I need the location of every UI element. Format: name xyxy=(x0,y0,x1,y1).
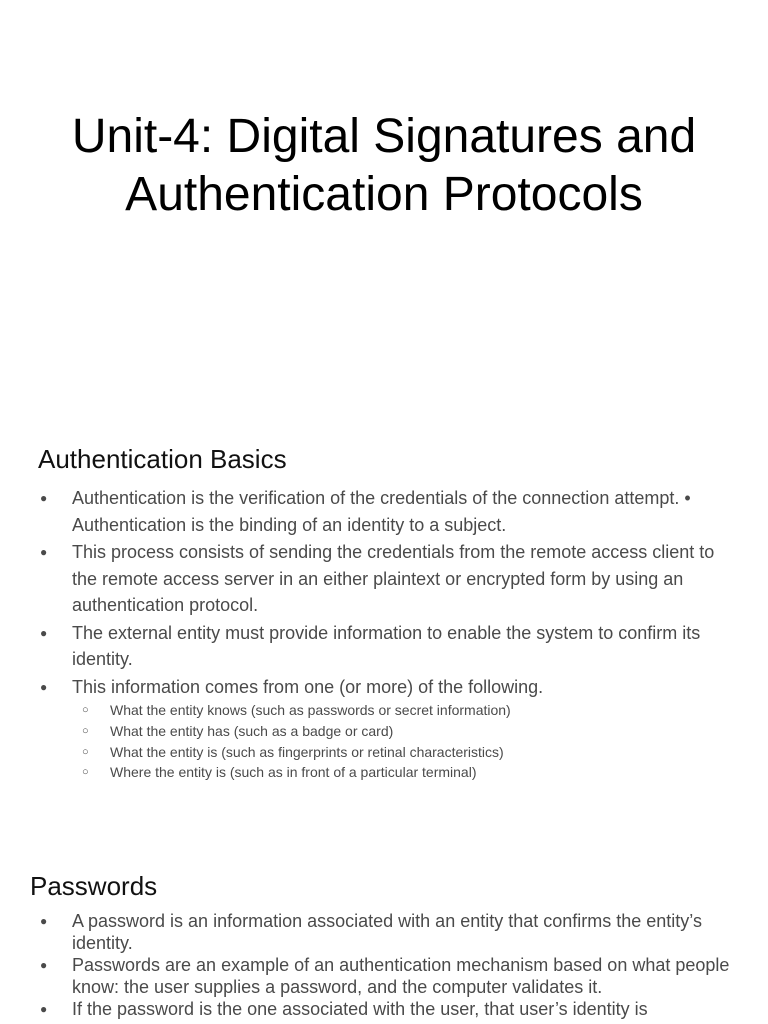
authentication-basics-list xyxy=(40,485,740,784)
sub-list-item xyxy=(72,721,740,742)
list-item xyxy=(40,485,740,538)
bullet-icon: ● xyxy=(40,625,48,640)
sub-list-item-text: Where the entity is (such as in front of a particular terminal) xyxy=(110,764,477,781)
circle-bullet-icon: ○ xyxy=(82,724,89,737)
list-item xyxy=(40,999,740,1021)
bullet-icon: ● xyxy=(40,679,48,694)
bullet-icon: ● xyxy=(40,491,48,505)
list-item xyxy=(40,911,740,954)
list-item-text: A password is an information associated with an entity that confirms the entity’s identity. xyxy=(72,911,702,953)
slide-title-line-2: Authentication Protocols xyxy=(125,168,643,221)
list-item-text: If the password is the one associated with the user, that user’s identity is xyxy=(72,999,648,1019)
bullet-icon: ● xyxy=(40,914,48,928)
list-item xyxy=(40,539,740,619)
list-item-text: Authentication is the verification of the credentials of the connection attempt. • Authentication is the binding of an identity to a subject. xyxy=(72,488,691,535)
list-item-text: The external entity must provide information to enable the system to confirm its identity. xyxy=(72,622,701,669)
circle-bullet-icon: ○ xyxy=(82,766,89,779)
sub-list-item xyxy=(72,762,740,783)
bullet-icon: ● xyxy=(40,958,48,972)
sub-list-item-text: What the entity is (such as fingerprints or retinal characteristics) xyxy=(110,743,504,760)
section-heading-authentication-basics: Authentication Basics xyxy=(38,444,287,474)
sub-list-item xyxy=(72,700,740,721)
sub-list xyxy=(72,700,740,783)
slide-title xyxy=(0,108,768,224)
bullet-icon: ● xyxy=(40,545,48,559)
list-item-text: Passwords are an example of an authentication mechanism based on what people know: the user supplies a password, and the computer validates it. xyxy=(72,955,730,997)
circle-bullet-icon: ○ xyxy=(82,745,89,758)
list-item xyxy=(40,620,740,673)
passwords-list xyxy=(40,911,740,1022)
list-item-text: This process consists of sending the credentials from the remote access client to the remote access server in an either plaintext or encrypted form by using an authentication protocol. xyxy=(72,542,715,615)
circle-bullet-icon: ○ xyxy=(82,704,89,716)
list-item xyxy=(40,955,740,998)
sub-list-item-text: What the entity knows (such as passwords or secret information) xyxy=(110,702,511,718)
sub-list-item-text: What the entity has (such as a badge or card) xyxy=(110,722,394,739)
bullet-icon: ● xyxy=(40,1002,48,1016)
list-item xyxy=(40,674,740,784)
list-item-text: This information comes from one (or more) of the following. xyxy=(72,676,544,697)
slide-title-line-1: Unit-4: Digital Signatures and xyxy=(71,110,697,163)
sub-list-item xyxy=(72,742,740,763)
section-heading-passwords: Passwords xyxy=(30,871,158,901)
